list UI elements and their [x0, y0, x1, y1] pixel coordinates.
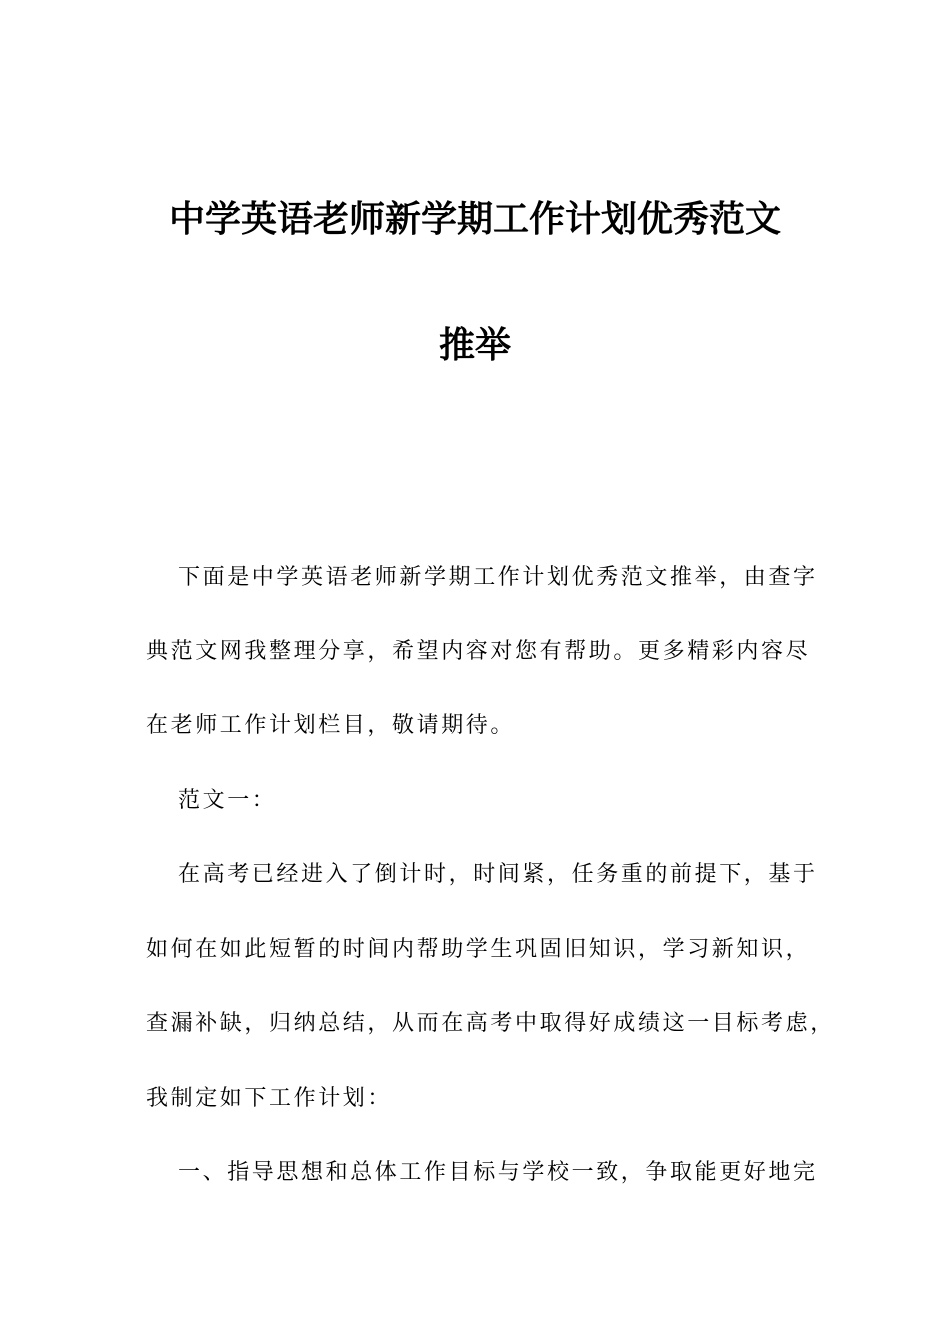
- paragraph-line: 在老师工作计划栏目，敬请期待。: [146, 713, 516, 738]
- document-title-line-1: 中学英语老师新学期工作计划优秀范文: [168, 199, 781, 240]
- paragraph-line: 范文一：: [178, 788, 277, 813]
- paragraph-line: 在高考已经进入了倒计时，时间紧，任务重的前提下，基于: [178, 862, 818, 887]
- paragraph-line: 如何在如此短暂的时间内帮助学生巩固旧知识，学习新知识，: [146, 937, 811, 962]
- document-title-line-2: 推举: [438, 325, 511, 366]
- paragraph-line: 典范文网我整理分享，希望内容对您有帮助。更多精彩内容尽: [146, 639, 811, 664]
- paragraph-line: 下面是中学英语老师新学期工作计划优秀范文推举，由查字: [178, 565, 818, 590]
- paragraph-line: 我制定如下工作计划：: [146, 1086, 393, 1111]
- paragraph-line: 一、指导思想和总体工作目标与学校一致，争取能更好地完: [178, 1160, 818, 1185]
- paragraph-line: 查漏补缺，归纳总结，从而在高考中取得好成绩这一目标考虑，: [146, 1011, 835, 1036]
